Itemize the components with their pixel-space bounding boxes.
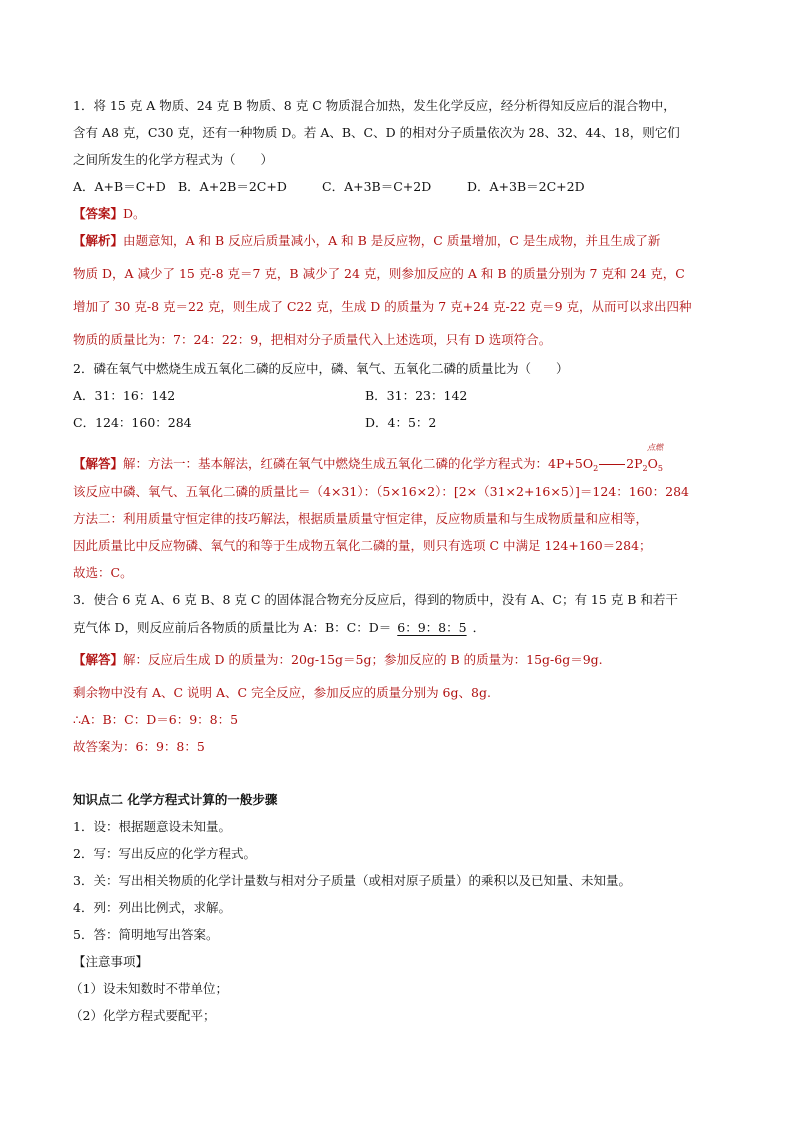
q1-option-a: A．A+B＝C+D <box>73 179 166 194</box>
solution-text: 解：反应后生成 D 的质量为：20g-15g＝5g；参加反应的 B 的质量为：15g-6g＝9g. <box>123 652 603 667</box>
chemical-equation: $4P+5O_2$ $2P_2O_5$ <box>548 456 663 473</box>
q2-solution-line-2: 该反应中磷、氧气、五氧化二磷的质量比＝（4×31）：（5×16×2）：[2×（31×2+16×5）]＝124：160：284 <box>73 484 689 499</box>
solution-tag: 【解答】 <box>73 456 124 471</box>
answer-value: D。 <box>123 206 146 221</box>
q1-option-c: C．A+3B＝C+2D <box>322 179 432 194</box>
step-4: 4．列：列出比例式，求解。 <box>73 900 231 915</box>
q2-solution-line-4: 因此质量比中反应物磷、氧气的和等于生成物五氧化二磷的量，则只有选项 C 中满足 124+160＝284； <box>73 538 652 553</box>
answer-tag: 【答案】 <box>73 206 124 221</box>
solution-tag: 【解答】 <box>73 652 124 667</box>
q1-analysis-line-2: 物质 D，A 减少了 15 克-8 克＝7 克，B 减少了 24 克，则参加反应的 A 和 B 的质量分别为 7 克和 24 克，C <box>73 266 685 281</box>
q3-solution-line-3: ∴A：B：C：D＝6：9：8：5 <box>73 712 239 727</box>
q2-stem: 2．磷在氧气中燃烧生成五氧化二磷的反应中，磷、氧气、五氧化二磷的质量比为（ ） <box>73 361 569 376</box>
answer-blank: 6：9：8：5 <box>397 620 467 635</box>
q1-analysis-line-3: 增加了 30 克-8 克＝22 克，则生成了 C22 克，生成 D 的质量为 7 克+24 克-22 克＝9 克，从而可以求出四种 <box>73 299 692 314</box>
q3-solution-line-1 <box>73 652 603 668</box>
reaction-condition: 点燃 <box>647 443 663 452</box>
q2-solution-line-3: 方法二：利用质量守恒定律的技巧解法，根据质量质量守恒定律，反应物质量和与生成物质量和应相等， <box>73 511 649 526</box>
q1-stem-line-1: 1．将 15 克 A 物质、24 克 B 物质、8 克 C 物质混合加热，发生化学反应，经分析得知反应后的混合物中， <box>73 98 676 113</box>
solution-text: 解：方法一：基本解法，红磷在氧气中燃烧生成五氧化二磷的化学方程式为： <box>123 456 549 471</box>
note-2: （2）化学方程式要配平； <box>70 1008 216 1023</box>
q1-option-b: B．A+2B＝2C+D <box>178 179 287 194</box>
q2-option-c: C．124：160：284 <box>73 415 192 430</box>
q3-solution-line-4: 故答案为：6：9：8：5 <box>73 739 205 754</box>
step-2: 2．写：写出反应的化学方程式。 <box>73 846 256 861</box>
note-1: （1）设未知数时不带单位； <box>70 981 228 996</box>
q1-option-d: D．A+3B＝2C+2D <box>467 179 585 194</box>
q2-solution-line-1 <box>73 456 663 472</box>
q2-option-a: A．31：16：142 <box>73 388 176 403</box>
q3-stem-line-2: 克气体 D，则反应前后各物质的质量比为 A：B：C：D＝ 6：9：8：5 ． <box>73 620 486 635</box>
step-5: 5．答：简明地写出答案。 <box>73 927 219 942</box>
q2-option-b: B．31：23：142 <box>365 388 468 403</box>
q1-answer <box>73 206 146 222</box>
section-title: 知识点二 化学方程式计算的一般步骤 <box>73 792 278 807</box>
q1-stem-line-2: 含有 A8 克，C30 克，还有一种物质 D。若 A、B、C、D 的相对分子质量依次为 28、32、44、18，则它们 <box>73 125 680 140</box>
q1-stem-line-3: 之间所发生的化学方程式为（ ） <box>73 152 274 167</box>
q3-solution-line-2: 剩余物中没有 A、C 说明 A、C 完全反应，参加反应的质量分别为 6g、8g. <box>73 685 491 700</box>
q3-stem-line-1: 3．使合 6 克 A、6 克 B、8 克 C 的固体混合物充分反应后，得到的物质中，没有 A、C；有 15 克 B 和若干 <box>73 592 678 607</box>
analysis-tag: 【解析】 <box>73 233 124 248</box>
q2-option-d: D．4：5：2 <box>365 415 437 430</box>
reaction-arrow <box>599 457 625 465</box>
step-1: 1．设：根据题意设未知量。 <box>73 819 231 834</box>
analysis-text: 由题意知，A 和 B 反应后质量减小，A 和 B 是反应物，C 质量增加，C 是生成物，并且生成了新 <box>123 233 661 248</box>
q1-analysis-line-4: 物质的质量比为：7：24：22：9，把相对分子质量代入上述选项，只有 D 选项符合。 <box>73 332 552 347</box>
notes-title: 【注意事项】 <box>73 954 149 969</box>
q2-solution-line-5: 故选：C。 <box>73 565 133 580</box>
step-3: 3．关：写出相关物质的化学计量数与相对分子质量（或相对原子质量）的乘积以及已知量、未知量。 <box>73 873 631 888</box>
q1-analysis-line-1 <box>73 233 660 249</box>
